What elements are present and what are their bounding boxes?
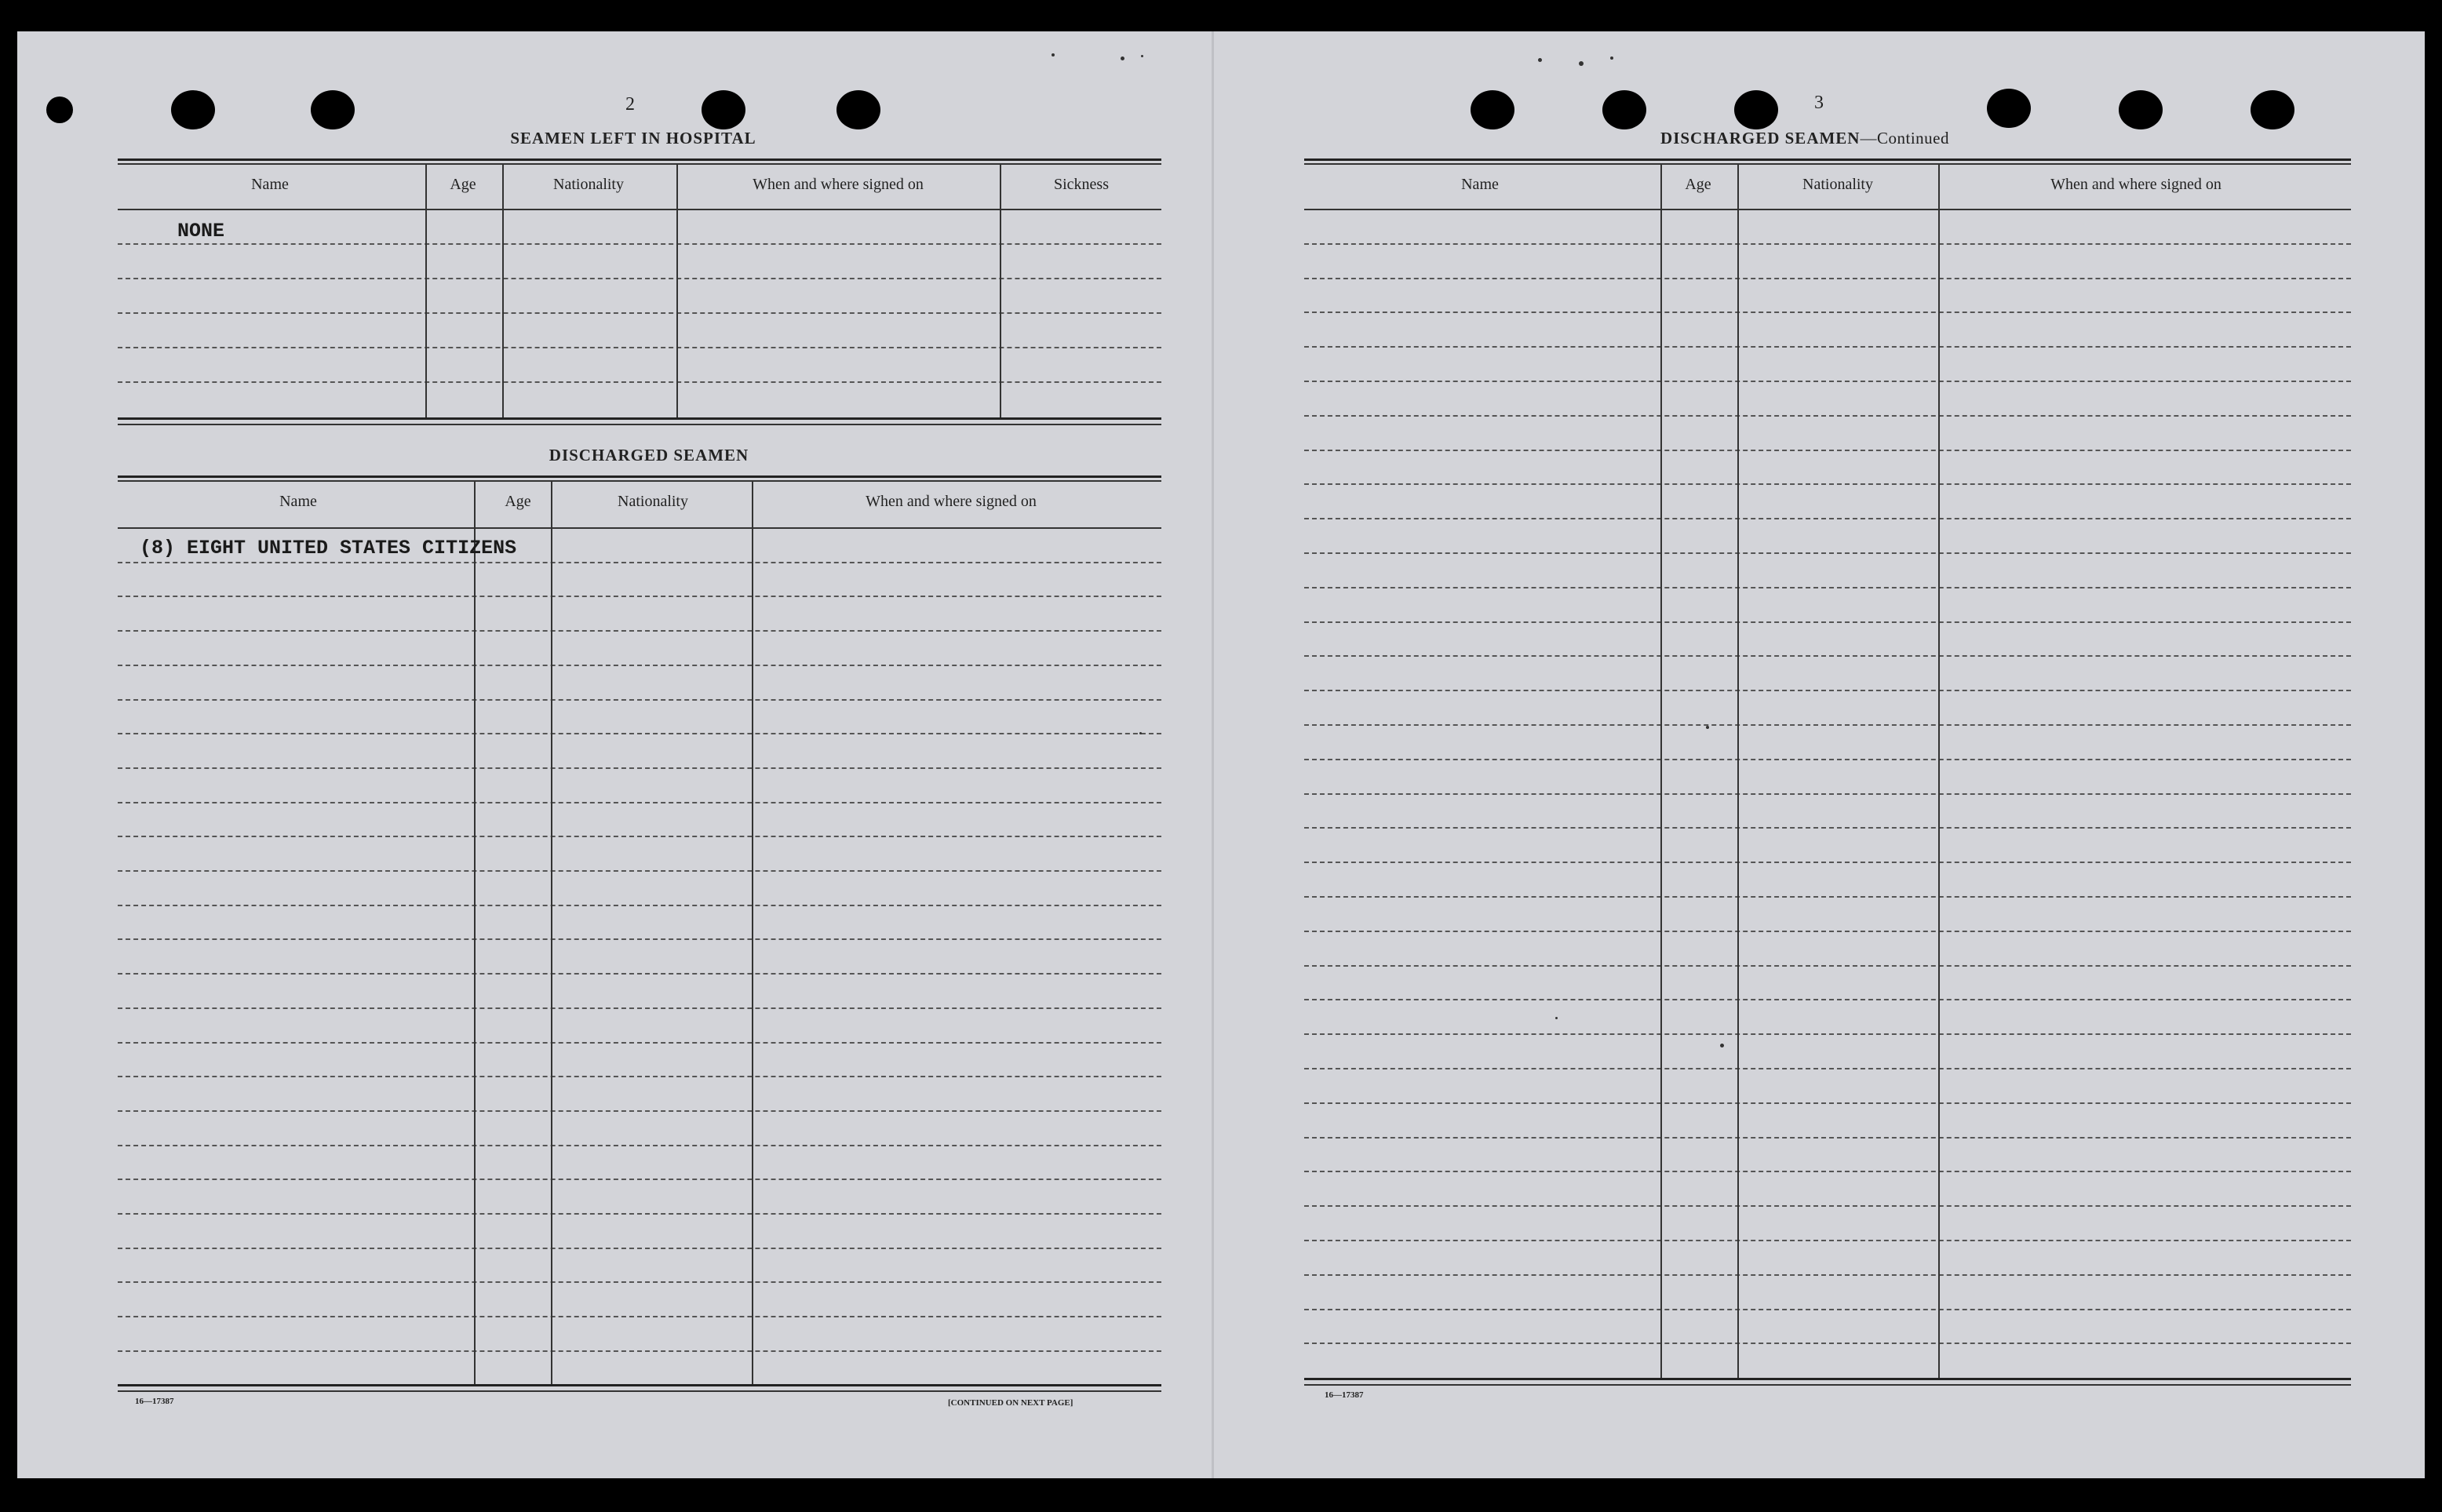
rule-discharged-bottom: [118, 1384, 1161, 1386]
ruled-row: [118, 596, 1161, 597]
punch-hole: [1471, 90, 1514, 129]
continued-note: [CONTINUED ON NEXT PAGE]: [948, 1398, 1073, 1408]
ruled-row: [118, 905, 1161, 906]
discharged-col-signed-on: When and where signed on: [866, 493, 1037, 510]
ruled-row: [118, 1076, 1161, 1077]
punch-hole: [2119, 90, 2163, 129]
ruled-row: [1304, 587, 2351, 588]
discharged-col-nationality: Nationality: [618, 493, 688, 510]
ruled-row: [1304, 793, 2351, 795]
scan-speck: [1610, 56, 1613, 60]
ruled-row: [118, 665, 1161, 666]
page-number: 2: [625, 94, 635, 115]
rule-right-top-inner: [1304, 163, 2351, 165]
ruled-row: [118, 347, 1161, 348]
right-divider-2: [1737, 165, 1739, 1378]
ruled-row: [1304, 346, 2351, 348]
rule-discharged-header: [118, 527, 1161, 529]
right-divider-1: [1660, 165, 1662, 1378]
page-gutter: [1212, 31, 1214, 1478]
discharged-col-name: Name: [279, 493, 317, 510]
ruled-row: [118, 1042, 1161, 1044]
punch-hole: [1602, 90, 1646, 129]
punch-hole: [46, 97, 73, 123]
ruled-row: [118, 1316, 1161, 1317]
ruled-row: [118, 1007, 1161, 1009]
discharged-divider-3: [752, 482, 753, 1384]
ruled-row: [118, 1145, 1161, 1146]
right-col-nationality: Nationality: [1802, 176, 1873, 193]
rule-discharged-top-inner: [118, 480, 1161, 482]
ruled-row: [118, 1248, 1161, 1249]
section-title-hospital: SEAMEN LEFT IN HOSPITAL: [510, 129, 756, 148]
scan-speck: [1720, 1044, 1724, 1047]
ruled-row: [1304, 312, 2351, 313]
ruled-row: [1304, 999, 2351, 1000]
punch-hole: [2251, 90, 2294, 129]
ruled-row: [1304, 1033, 2351, 1035]
right-col-age: Age: [1685, 176, 1711, 193]
ruled-row: [1304, 862, 2351, 863]
ruled-row: [1304, 278, 2351, 279]
discharged-col-age: Age: [505, 493, 531, 510]
ruled-row: [118, 973, 1161, 975]
ruled-row: [118, 562, 1161, 563]
ruled-row: [1304, 518, 2351, 519]
form-number: 16—17387: [135, 1397, 174, 1406]
scan-speck: [1052, 53, 1055, 56]
ruled-row: [1304, 381, 2351, 382]
hospital-col-signed-on: When and where signed on: [753, 176, 924, 193]
ruled-row: [118, 836, 1161, 837]
ruled-row: [1304, 965, 2351, 967]
ruled-row: [1304, 415, 2351, 417]
ruled-row: [118, 1179, 1161, 1180]
ruled-row: [1304, 1137, 2351, 1139]
ruled-row: [118, 1281, 1161, 1283]
ruled-row: [1304, 1274, 2351, 1276]
hospital-col-age: Age: [450, 176, 476, 193]
punch-hole: [311, 90, 355, 129]
ruled-row: [1304, 1343, 2351, 1344]
ruled-row: [1304, 483, 2351, 485]
punch-hole: [171, 90, 215, 129]
ruled-row: [1304, 450, 2351, 451]
ruled-row: [1304, 724, 2351, 726]
ruled-row: [118, 699, 1161, 701]
section-title-main: DISCHARGED SEAMEN: [1660, 129, 1861, 148]
page-number: 3: [1814, 93, 1824, 113]
hospital-divider-2: [502, 165, 504, 417]
scan-speck: [1538, 58, 1542, 62]
ruled-row: [118, 870, 1161, 872]
ruled-row: [118, 938, 1161, 940]
rule-right-header: [1304, 209, 2351, 210]
ruled-row: [118, 802, 1161, 803]
hospital-col-name: Name: [251, 176, 289, 193]
ruled-row: [1304, 759, 2351, 760]
ruled-row: [118, 1213, 1161, 1215]
discharged-divider-1: [474, 482, 476, 1384]
ruled-row: [118, 1350, 1161, 1352]
rule-discharged-bottom-inner: [118, 1390, 1161, 1392]
ruled-row: [118, 278, 1161, 279]
ruled-row: [1304, 1102, 2351, 1104]
rule-hospital-bottom: [118, 417, 1161, 420]
ruled-row: [1304, 1205, 2351, 1207]
discharged-entry: (8) EIGHT UNITED STATES CITIZENS: [140, 537, 517, 559]
discharged-divider-2: [551, 482, 552, 1384]
hospital-col-nationality: Nationality: [553, 176, 624, 193]
punch-hole: [1987, 89, 2031, 128]
ruled-row: [1304, 690, 2351, 691]
ruled-row: [1304, 1171, 2351, 1172]
section-title-discharged-continued: [1660, 129, 1949, 148]
ruled-row: [1304, 931, 2351, 932]
rule-discharged-top: [118, 475, 1161, 478]
section-title-suffix: —Continued: [1860, 129, 1949, 148]
ruled-row: [118, 1110, 1161, 1112]
rule-right-bottom-inner: [1304, 1384, 2351, 1386]
ruled-row: [1304, 827, 2351, 829]
ruled-row: [1304, 552, 2351, 554]
ruled-row: [1304, 655, 2351, 657]
ruled-row: [1304, 621, 2351, 623]
scan-speck: [1141, 55, 1143, 57]
right-col-signed-on: When and where signed on: [2050, 176, 2221, 193]
rule-hospital-bottom-inner: [118, 424, 1161, 425]
scan-speck: [1579, 61, 1584, 66]
ruled-row: [118, 381, 1161, 383]
hospital-divider-3: [676, 165, 678, 417]
right-col-name: Name: [1461, 176, 1499, 193]
rule-hospital-top-inner: [118, 163, 1161, 165]
hospital-col-sickness: Sickness: [1054, 176, 1109, 193]
ruled-row: [1304, 243, 2351, 245]
ruled-row: [118, 243, 1161, 245]
scan-speck: [1121, 56, 1124, 60]
ruled-row: [118, 733, 1161, 734]
ruled-row: [118, 312, 1161, 314]
scan-speck: [1555, 1017, 1558, 1019]
rule-right-top: [1304, 158, 2351, 161]
hospital-divider-4: [1000, 165, 1001, 417]
rule-hospital-top: [118, 158, 1161, 161]
ruled-row: [118, 630, 1161, 632]
ruled-row: [1304, 896, 2351, 898]
ruled-row: [1304, 1240, 2351, 1241]
section-title-discharged: DISCHARGED SEAMEN: [549, 446, 749, 465]
rule-hospital-header: [118, 209, 1161, 210]
right-divider-3: [1938, 165, 1940, 1378]
hospital-divider-1: [425, 165, 427, 417]
form-number: 16—17387: [1325, 1390, 1364, 1400]
ruled-row: [1304, 1309, 2351, 1310]
scan-speck: [1139, 732, 1142, 734]
scan-speck: [1706, 726, 1709, 729]
hospital-entry: NONE: [177, 220, 225, 242]
punch-hole: [836, 90, 880, 129]
document-sheet: [17, 31, 2425, 1478]
ruled-row: [118, 767, 1161, 769]
rule-right-bottom: [1304, 1378, 2351, 1380]
ruled-row: [1304, 1068, 2351, 1069]
punch-hole: [702, 90, 745, 129]
punch-hole: [1734, 90, 1778, 129]
